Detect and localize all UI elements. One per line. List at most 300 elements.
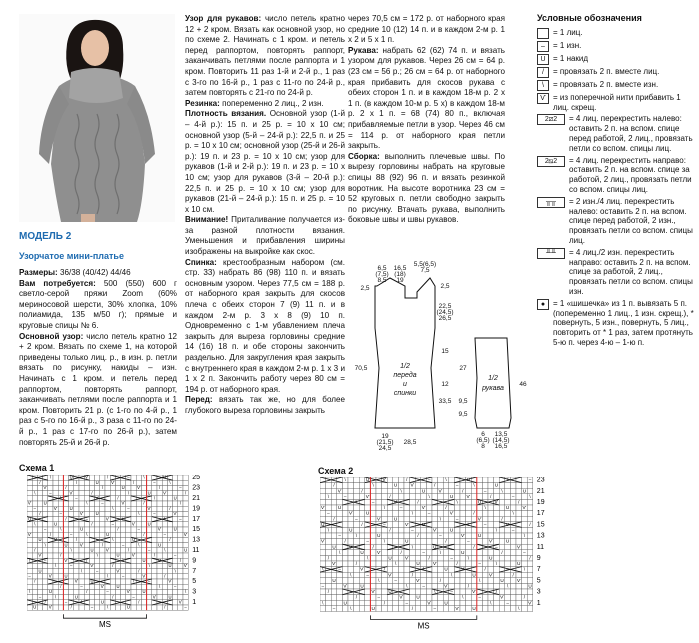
schema2-symbol: Ѵ	[522, 505, 527, 511]
dim-left1: 2,5	[360, 285, 370, 292]
schema2-cell	[471, 550, 477, 556]
schema1-cell	[183, 537, 188, 542]
schema2-cell	[471, 578, 477, 584]
schema1-cell	[136, 491, 141, 496]
schema2-row-number: 19	[536, 499, 545, 506]
schema2-cell	[365, 600, 371, 606]
schema2-cell	[421, 555, 427, 561]
schema1-symbol: /	[34, 547, 36, 553]
schema1-symbol: Ѵ	[105, 516, 110, 522]
schema1-cell	[105, 522, 110, 527]
schema1-cell	[105, 558, 110, 563]
schema1-symbol: \	[164, 516, 166, 522]
schema2-cell	[488, 527, 494, 533]
schema2-row-number: 23	[536, 477, 545, 484]
schema1-cell	[167, 543, 172, 548]
legend-text: = 4 лиц. перекрестить направо: оставить 2 п. на вспом. спице за работой, 2 лиц., провязать петли со вспом. спицы лиц.	[569, 155, 692, 194]
legend-item	[537, 299, 697, 348]
dim-s-bot2: 13,5	[494, 431, 508, 438]
schema1-cell	[43, 574, 48, 579]
schema2-symbol: Ѵ	[365, 493, 370, 499]
schema2-cell	[410, 550, 416, 556]
schema2-symbol: –	[338, 533, 341, 539]
schema1-symbol: Ѵ	[142, 573, 146, 579]
schema1-cell	[63, 605, 68, 610]
schema1-row-number: 19	[192, 505, 200, 513]
schema1-cell	[32, 527, 37, 532]
schema1-symbol: \	[60, 526, 62, 532]
schema2-cell	[326, 533, 332, 539]
schema2-symbol: /	[473, 544, 475, 550]
schema1-symbol: U	[184, 547, 188, 553]
schema1-cell	[89, 506, 94, 511]
schema2-symbol: –	[528, 477, 532, 483]
front-cont-para: через 70,5 см = 172 р. от наборного края средние 10 (12) 14 п. и в каждом 2-м р. 1 x 2 и 5 x 1 п.	[348, 14, 505, 45]
schema2-cell	[471, 561, 477, 567]
schema2-cell	[438, 600, 444, 606]
schema1-cell	[69, 579, 74, 584]
schema1-cell	[162, 480, 167, 485]
schema1-cell	[141, 491, 146, 496]
schema2-symbol: /	[417, 533, 419, 539]
schema2-cell	[326, 595, 332, 601]
schema2-row-number: 7	[536, 566, 541, 574]
schema1-cell	[69, 511, 74, 516]
schema2-cell	[365, 516, 371, 522]
legend-symbol-icon: Ѵ	[537, 93, 549, 104]
schema1-cell	[43, 511, 48, 516]
schema1-cell	[152, 563, 157, 568]
schema2-cell	[393, 488, 399, 494]
schema2-cell	[499, 606, 505, 612]
schema1-symbol: –	[148, 578, 151, 584]
schema2-cell	[505, 606, 511, 612]
schema1-cell	[173, 543, 178, 548]
schema2-cell	[398, 572, 404, 578]
schema1-cell	[48, 558, 53, 563]
model-subtitle: Узорчатое мини-платье	[19, 251, 124, 261]
schema2-cell	[454, 550, 460, 556]
schema2-symbol: U	[505, 505, 510, 511]
schema1-symbol: /	[39, 511, 41, 517]
schema2-symbol: –	[355, 516, 358, 522]
schema1-symbol: \	[81, 568, 83, 574]
schema1-symbol: U	[147, 521, 151, 527]
schema1-symbol: \	[122, 557, 124, 563]
schema1-cell	[178, 563, 183, 568]
schema2-symbol: Ѵ	[516, 544, 521, 550]
schema2-symbol: Ѵ	[488, 572, 493, 578]
schema2-symbol: –	[377, 594, 381, 600]
schema2-symbol: –	[495, 544, 498, 550]
schema2-cell	[426, 589, 432, 595]
schema2-cell	[354, 522, 360, 528]
schema1-symbol: –	[148, 547, 151, 553]
schema1-cell	[79, 491, 84, 496]
schema2-cell	[443, 572, 449, 578]
schema2-cell	[482, 572, 488, 578]
schema2-cell	[342, 572, 348, 578]
legend-item	[537, 156, 697, 195]
schema1-cell	[152, 605, 157, 610]
schema1-cell	[58, 600, 63, 605]
schema1-cell	[63, 589, 68, 594]
schema1-row-number: 13	[192, 536, 200, 544]
body-label-4: спинки	[393, 390, 417, 397]
schema1-symbol: /	[101, 542, 103, 548]
schema1-cell	[48, 595, 53, 600]
schema2-symbol: /	[344, 538, 346, 544]
schema2-cell	[482, 511, 488, 517]
schema2-cell	[348, 555, 354, 561]
schema1-cell	[173, 475, 178, 480]
schema1-cell	[74, 569, 79, 574]
schema2-ms-label: MS	[417, 621, 430, 631]
schema2-cell	[320, 544, 326, 550]
schema1-cell	[167, 584, 172, 589]
body-label-2: переда	[393, 372, 417, 379]
schema2-symbol: –	[483, 521, 487, 527]
schema1-cell	[162, 506, 167, 511]
schema1-symbol: Ѵ	[183, 531, 188, 537]
schema2-symbol: /	[333, 482, 335, 488]
schema1-row-number: 11	[192, 547, 200, 554]
schema1-cell	[84, 548, 89, 553]
schema1-cell	[53, 480, 58, 485]
schema1-cell	[74, 511, 79, 516]
schema2-symbol: \	[473, 482, 475, 488]
schema1-cell	[131, 563, 136, 568]
schema2-cell	[326, 572, 332, 578]
schema1-cell	[27, 595, 32, 600]
schema2-cell	[499, 499, 505, 505]
schema1-cell	[69, 569, 74, 574]
schema2-cell	[331, 595, 337, 601]
schema2-cell	[527, 561, 533, 567]
schema2-cell	[482, 477, 488, 483]
schema2-symbol: Ѵ	[320, 538, 325, 544]
schema2-cell	[365, 578, 371, 584]
schema1-cell	[178, 532, 183, 537]
schema1-symbol: /	[117, 495, 119, 501]
schema2-cell	[410, 589, 416, 595]
schema2-cell	[494, 606, 500, 612]
schema1-cell	[147, 527, 152, 532]
legend-symbol-icon: 2⧄2	[537, 114, 565, 125]
schema2-cell	[404, 511, 410, 517]
schema1-cell	[79, 605, 84, 610]
schema2-cell	[510, 555, 516, 561]
schema2-cell	[527, 533, 533, 539]
schema2-cell	[432, 488, 438, 494]
schema2-symbol: \	[350, 572, 352, 578]
schema1-cell	[37, 491, 42, 496]
schema2-cell	[443, 550, 449, 556]
schema2-symbol: Ѵ	[348, 544, 353, 550]
schema1-symbol: /	[39, 479, 41, 485]
schema2-cell	[359, 555, 365, 561]
schema1-cell	[183, 522, 188, 527]
schema2-symbol: /	[383, 566, 386, 572]
schema2-cell	[454, 544, 460, 550]
schema1-cell	[162, 553, 167, 558]
schema2-cell	[421, 606, 427, 612]
schema1-cell	[105, 506, 110, 511]
schema2-cell	[354, 550, 360, 556]
schema1-cell	[100, 548, 105, 553]
schema1-cell	[100, 511, 105, 516]
schema1-cell	[69, 574, 74, 579]
schema2-cell	[415, 606, 421, 612]
schema1-cell	[183, 480, 188, 485]
schema1-symbol: –	[153, 479, 156, 485]
schema1-symbol: /	[107, 475, 109, 480]
schema1-symbol: –	[49, 490, 52, 496]
schema2-cell	[510, 499, 516, 505]
schema2-cell	[365, 527, 371, 533]
schema2-symbol: U	[449, 493, 454, 499]
schema2-symbol: –	[383, 521, 386, 527]
schema2-cell	[449, 561, 455, 567]
schema1-cell	[27, 605, 32, 610]
schema2-cell	[326, 578, 332, 584]
schema2-cell	[337, 516, 343, 522]
schema1-cell	[131, 491, 136, 496]
schema1-cell	[157, 532, 162, 537]
schema2-cell	[505, 527, 511, 533]
schema1-cell	[162, 563, 167, 568]
schema2-cell	[466, 505, 472, 511]
schema2-symbol: /	[361, 488, 363, 494]
schema1-symbol: /	[143, 500, 145, 506]
schema1-symbol: Ѵ	[105, 547, 110, 553]
schema2-cell	[432, 511, 438, 517]
schema2-cell	[393, 600, 399, 606]
schema1-cell	[178, 548, 183, 553]
schema1-symbol: –	[44, 557, 47, 563]
schema2-cell	[382, 544, 388, 550]
schema2-cell	[326, 516, 332, 522]
schema2-symbol: /	[506, 477, 509, 483]
schema1-symbol: U	[64, 573, 68, 579]
schema1-cell	[95, 522, 100, 527]
schema1-cell	[115, 543, 120, 548]
schema1-symbol: /	[127, 547, 129, 553]
dim-top2b: (18)	[394, 271, 406, 278]
schema2-symbol: –	[394, 577, 397, 583]
schema1-cell	[53, 491, 58, 496]
schema1-symbol: \	[86, 500, 88, 506]
schema1-cell	[183, 579, 188, 584]
schema1-cell	[178, 543, 183, 548]
schema1-symbol: \	[153, 495, 155, 501]
schema2-symbol: Ѵ	[332, 561, 336, 567]
schema1-cell	[173, 485, 178, 490]
schema2-symbol: U	[365, 510, 370, 516]
schema2-symbol: /	[400, 549, 402, 555]
schema1-cell	[32, 511, 37, 516]
schema2-symbol: –	[467, 538, 470, 544]
schema2-cell	[510, 595, 516, 601]
schema1-cell	[48, 501, 53, 506]
schema2-cell	[499, 539, 505, 545]
schema2-symbol: \	[506, 583, 509, 589]
schema2-cell	[505, 488, 511, 494]
schema2-cell	[471, 488, 477, 494]
schema2-symbol: \	[495, 527, 498, 533]
schema1-cell	[178, 579, 183, 584]
schema1-cell	[79, 501, 84, 506]
schema1-cell	[27, 480, 32, 485]
schema1-cell	[162, 522, 167, 527]
legend-text: = 1 изн.	[553, 40, 582, 50]
schema1-cell	[100, 527, 105, 532]
schema2-symbol: Ѵ	[477, 516, 482, 522]
schema2-cell	[494, 578, 500, 584]
schema2-symbol: –	[321, 583, 325, 589]
schema2-cell	[466, 527, 472, 533]
schema2-cell	[382, 578, 388, 584]
legend-item	[537, 93, 697, 113]
legend-symbol-icon	[537, 28, 549, 39]
schema1-cell	[84, 485, 89, 490]
schema2-cell	[342, 550, 348, 556]
schema2-cell	[488, 511, 494, 517]
schema1-symbol: /	[138, 568, 140, 574]
schema2-symbol: –	[332, 605, 336, 611]
schema2-cell	[510, 583, 516, 589]
schema2-cell	[410, 499, 416, 505]
schema1-cell	[136, 574, 141, 579]
schema2-symbol: Ѵ	[455, 605, 460, 611]
schema2-cell	[382, 583, 388, 589]
schema1-cell	[173, 537, 178, 542]
schema1-cell	[141, 485, 146, 490]
schema1-cell	[126, 511, 131, 516]
schema2-chart	[320, 477, 590, 633]
schema1-symbol: /	[153, 552, 155, 558]
schema1-cell	[152, 485, 157, 490]
schema1-symbol: \	[138, 542, 140, 548]
schema1-cell	[79, 553, 84, 558]
schema2-cell	[337, 511, 343, 517]
schema1-symbol: Ѵ	[53, 537, 58, 543]
schema2-symbol: U	[393, 482, 398, 488]
schema1-row-number: 17	[192, 515, 200, 523]
schema1-cell	[152, 501, 157, 506]
schema2-cell	[510, 589, 516, 595]
schema1-cell	[131, 558, 136, 563]
schema2-symbol: Ѵ	[404, 521, 409, 527]
schema1-symbol: U	[163, 475, 167, 480]
schema1-cell	[141, 522, 146, 527]
schema1-cell	[95, 517, 100, 522]
schema1-cell	[115, 589, 120, 594]
schema2-symbol: \	[327, 493, 330, 499]
schema2-cell	[387, 606, 393, 612]
schema1-row-number: 3	[192, 588, 197, 596]
schema2-symbol: Ѵ	[516, 577, 521, 583]
schema1-cell	[152, 574, 157, 579]
schema2-cell	[488, 483, 494, 489]
schema2-symbol: /	[327, 589, 330, 595]
schema1-symbol: /	[86, 589, 88, 595]
schema2-cell	[398, 527, 404, 533]
schema1-symbol: U	[142, 589, 146, 595]
schema2-symbol: /	[445, 538, 447, 544]
schema2-symbol: \	[523, 533, 526, 539]
schema1-symbol: /	[164, 604, 166, 610]
schema2-cell	[505, 572, 511, 578]
schema1-symbol: \	[44, 542, 46, 548]
schema2-symbol: /	[490, 493, 492, 499]
schema1-symbol: \	[159, 583, 161, 589]
schema1-cell	[167, 569, 172, 574]
schema2-cell	[337, 555, 343, 561]
schema1-cell	[126, 574, 131, 579]
schema2-symbol: –	[483, 488, 487, 494]
schema2-cell	[398, 567, 404, 573]
schema1-cell	[136, 475, 141, 480]
schema1-symbol: \	[174, 568, 176, 574]
schema2-cell	[365, 561, 371, 567]
schema2-cell	[443, 483, 449, 489]
schema1-symbol: Ѵ	[64, 557, 68, 563]
schema1-cell	[84, 543, 89, 548]
schema2-cell	[527, 572, 533, 578]
schema2-symbol: \	[383, 505, 386, 511]
schema1-symbol: \	[148, 563, 150, 569]
schema1-cell	[48, 480, 53, 485]
schema1-cell	[152, 584, 157, 589]
schema1-symbol: /	[60, 552, 62, 558]
schema2-cell	[387, 578, 393, 584]
schema2-row-number: 17	[536, 510, 545, 518]
schema1-row-number: 5	[192, 578, 197, 586]
schema1-cell	[141, 511, 146, 516]
schema2-cell	[370, 511, 376, 517]
schema2-symbol: \	[478, 577, 481, 583]
schema1-symbol: \	[107, 604, 109, 610]
schema1-cell	[48, 563, 53, 568]
schema2-cell	[466, 606, 472, 612]
schema2-cell	[382, 483, 388, 489]
schema2-cell	[510, 533, 516, 539]
schema1-cell	[74, 485, 79, 490]
schema2-cell	[466, 483, 472, 489]
schema1-cell	[89, 532, 94, 537]
schema1-cell	[173, 517, 178, 522]
schema2-symbol: Ѵ	[488, 538, 493, 544]
schema1-cell	[121, 595, 126, 600]
schema2-cell	[494, 488, 500, 494]
schema1-cell	[178, 537, 183, 542]
schema2-symbol: Ѵ	[371, 589, 376, 595]
schema2-cell	[410, 583, 416, 589]
schema1-cell	[131, 527, 136, 532]
schema2-cell	[421, 589, 427, 595]
dim-s-bot1: 6	[481, 431, 485, 438]
schema2-cell	[365, 499, 371, 505]
schema2-cell	[516, 595, 522, 601]
schema1-cell	[183, 595, 188, 600]
schema1-cell	[183, 517, 188, 522]
schema1-cell	[27, 537, 32, 542]
schema1-cell	[79, 532, 84, 537]
schema2-symbol: U	[517, 561, 521, 567]
schema2-cell	[354, 567, 360, 573]
schema1-cell	[131, 605, 136, 610]
